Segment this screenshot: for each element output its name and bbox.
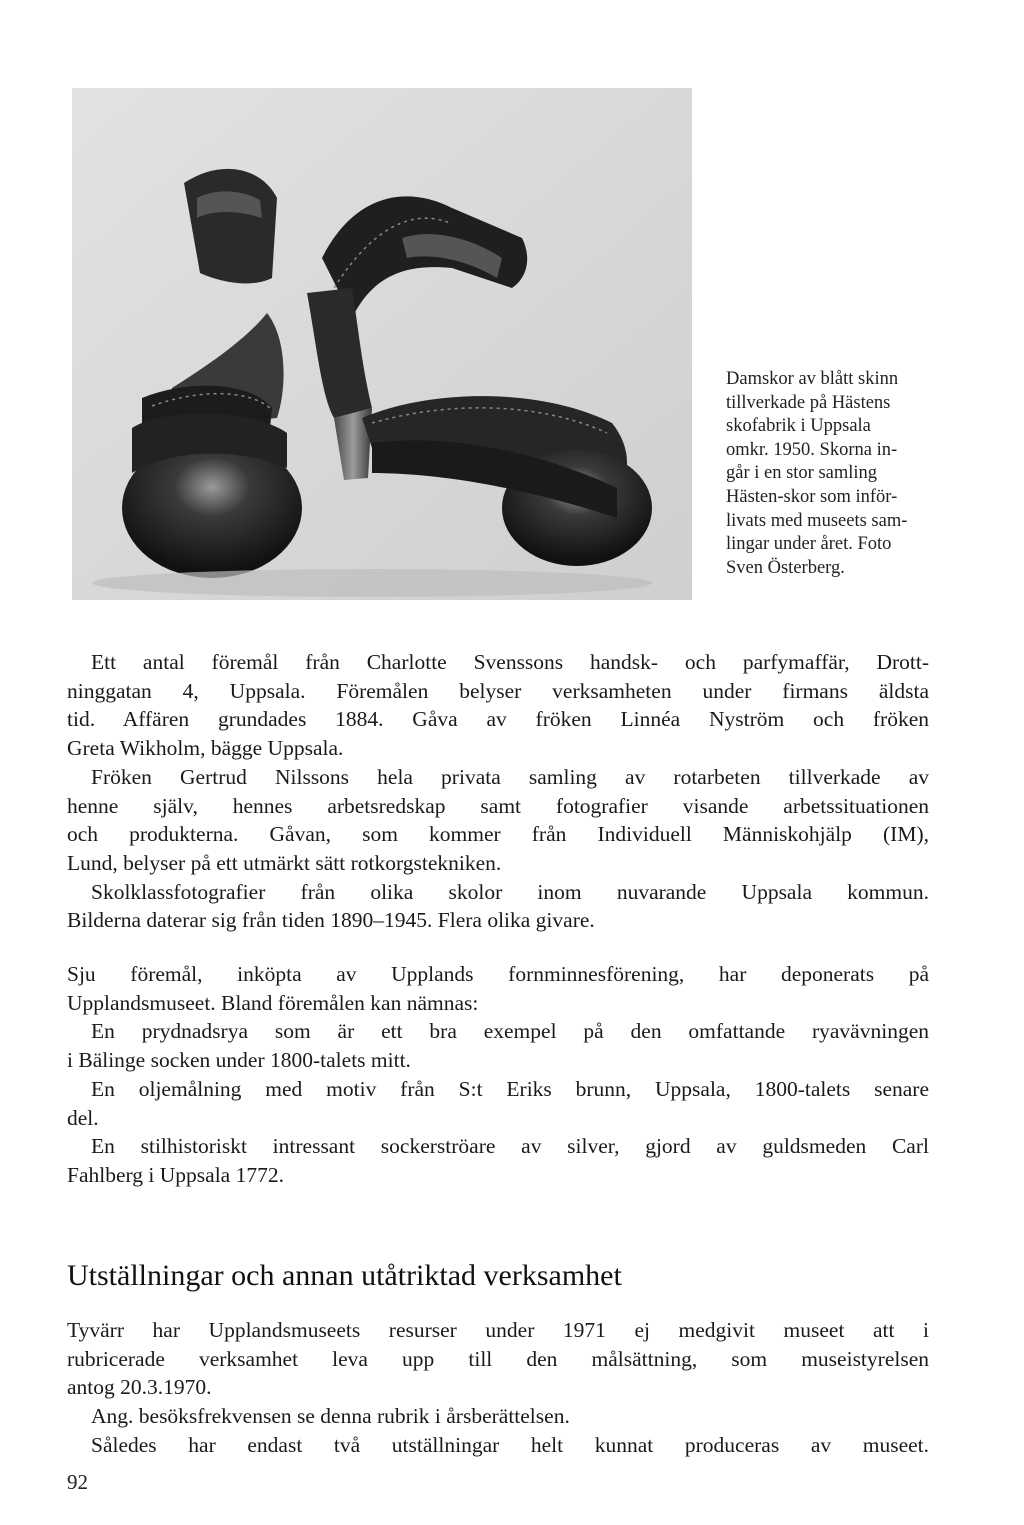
text-line: Skolklassfotografier från olika skolor inom nuvarande Uppsala kommun. <box>91 879 929 904</box>
paragraph-resources <box>67 1316 929 1402</box>
text-line: En prydnadsrya som är ett bra exempel på den omfattande ryavävningen <box>91 1019 929 1044</box>
paragraph-rya <box>67 1017 929 1074</box>
caption-line: Hästen-skor som inför- <box>726 486 898 507</box>
text-line: del. <box>67 1105 99 1130</box>
text-line: i Bälinge socken under 1800-talets mitt. <box>67 1048 411 1073</box>
paragraph-visitors <box>67 1402 929 1431</box>
text-line: Ett antal föremål från Charlotte Svenssons handsk- och parfymaffär, Drott- <box>91 650 929 674</box>
exhibitions-section <box>67 1316 929 1460</box>
deposits-section <box>67 960 929 1190</box>
caption-line: tillverkade på Hästens <box>726 392 891 413</box>
text-line: Upplandsmuseet. Bland föremålen kan nämnas: <box>67 990 479 1015</box>
caption-line: omkr. 1950. Skorna in- <box>726 439 898 460</box>
paragraph-exhibitions <box>67 1431 929 1460</box>
section-heading: Utställningar och annan utåtriktad verksamhet <box>67 1259 622 1292</box>
text-line: Tyvärr har Upplandsmuseets resurser under 1971 ej medgivit museet att i <box>67 1318 929 1342</box>
text-line: henne själv, hennes arbetsredskap samt fotografier visande arbetssituationen <box>67 793 929 818</box>
text-line: antog 20.3.1970. <box>67 1375 212 1400</box>
paragraph-oil-painting <box>67 1075 929 1132</box>
text-line: En oljemålning med motiv från S:t Eriks brunn, Uppsala, 1800-talets senare <box>91 1076 929 1101</box>
paragraph-school-photos <box>67 878 929 935</box>
caption-line: skofabrik i Uppsala <box>726 416 871 437</box>
text-line: Greta Wikholm, bägge Uppsala. <box>67 736 344 761</box>
text-line: ninggatan 4, Uppsala. Föremålen belyser verksamheten under firmans äldsta <box>67 678 929 703</box>
caption-line: Damskor av blått skinn <box>726 369 899 389</box>
donations-section <box>67 648 929 935</box>
text-line: Lund, belyser på ett utmärkt sätt rotkorgstekniken. <box>67 850 502 875</box>
text-line: Ang. besöksfrekvensen se denna rubrik i årsberättelsen. <box>91 1404 570 1429</box>
text-line: rubricerade verksamhet leva upp till den målsättning, som museistyrelsen <box>67 1346 929 1371</box>
text-line: tid. Affären grundades 1884. Gåva av fröken Linnéa Nyström och fröken <box>67 707 929 732</box>
text-line: Således har endast två utställningar helt kunnat produceras av museet. <box>91 1432 929 1457</box>
paragraph-svenssons <box>67 648 929 763</box>
paragraph-nilsson <box>67 763 929 878</box>
text-line: En stilhistoriskt intressant sockerströare av silver, gjord av guldsmeden Carl <box>91 1134 929 1159</box>
text-line: Fahlberg i Uppsala 1772. <box>67 1162 284 1187</box>
caption-line: lingar under året. Foto <box>726 534 892 555</box>
caption-line: Sven Österberg. <box>726 557 845 578</box>
text-line: Sju föremål, inköpta av Upplands fornminnesförening, har deponerats på <box>67 962 929 986</box>
shoes-photo <box>72 88 692 600</box>
caption-line: livats med museets sam- <box>726 510 908 531</box>
caption-line: går i en stor samling <box>726 463 878 484</box>
paragraph-deposits-intro <box>67 960 929 1017</box>
text-line: Bilderna daterar sig från tiden 1890–1945. Flera olika givare. <box>67 908 595 933</box>
text-line: Fröken Gertrud Nilssons hela privata samling av rotarbeten tillverkade av <box>91 764 929 789</box>
paragraph-sugar-caster <box>67 1132 929 1189</box>
text-line: och produkterna. Gåvan, som kommer från Individuell Människohjälp (IM), <box>67 822 929 847</box>
shoes-photo-icon <box>72 88 692 600</box>
photo-caption <box>726 368 966 580</box>
page-number: 92 <box>67 1470 88 1494</box>
